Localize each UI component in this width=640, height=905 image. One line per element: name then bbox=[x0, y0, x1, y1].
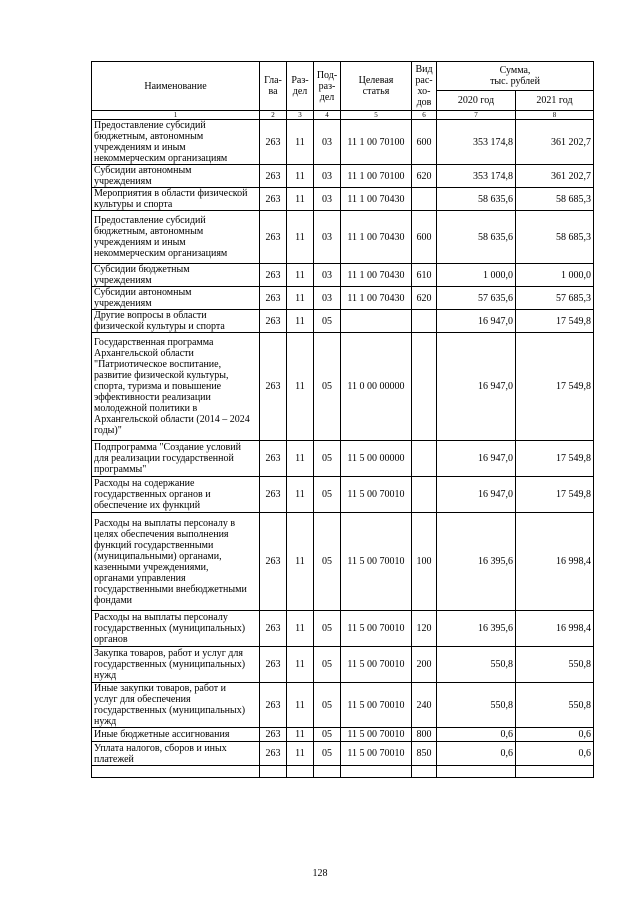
row-amount-2020: 16 947,0 bbox=[437, 333, 516, 441]
row-podrazdel: 05 bbox=[314, 742, 341, 766]
row-amount-2020: 57 635,6 bbox=[437, 287, 516, 310]
row-amount-2021: 550,8 bbox=[516, 647, 594, 683]
row-razdel: 11 bbox=[287, 188, 314, 211]
row-glava: 263 bbox=[260, 264, 287, 287]
table-row bbox=[92, 647, 594, 683]
row-amount-2021: 17 549,8 bbox=[516, 310, 594, 333]
row-statya: 11 5 00 00000 bbox=[341, 441, 412, 477]
row-amount-2020: 58 635,6 bbox=[437, 211, 516, 264]
row-glava: 263 bbox=[260, 441, 287, 477]
table-row bbox=[92, 188, 594, 211]
row-name: Субсидии автономным учреждениям bbox=[92, 287, 260, 310]
row-name: Субсидии автономным учреждениям bbox=[92, 165, 260, 188]
row-amount-2021: 58 685,3 bbox=[516, 211, 594, 264]
row-vid: 100 bbox=[412, 513, 437, 611]
row-razdel: 11 bbox=[287, 647, 314, 683]
row-vid: 240 bbox=[412, 683, 437, 728]
row-razdel: 11 bbox=[287, 611, 314, 647]
row-name bbox=[92, 766, 260, 778]
row-razdel: 11 bbox=[287, 728, 314, 742]
row-razdel: 11 bbox=[287, 165, 314, 188]
row-amount-2021: 58 685,3 bbox=[516, 188, 594, 211]
row-amount-2020: 353 174,8 bbox=[437, 120, 516, 165]
table-row bbox=[92, 165, 594, 188]
row-glava: 263 bbox=[260, 647, 287, 683]
row-podrazdel: 05 bbox=[314, 647, 341, 683]
row-glava: 263 bbox=[260, 728, 287, 742]
row-name: Иные бюджетные ассигнования bbox=[92, 728, 260, 742]
header-name: Наименование bbox=[92, 62, 260, 111]
row-glava: 263 bbox=[260, 165, 287, 188]
row-statya: 11 5 00 70010 bbox=[341, 477, 412, 513]
row-razdel: 11 bbox=[287, 211, 314, 264]
row-statya: 11 5 00 70010 bbox=[341, 611, 412, 647]
row-statya bbox=[341, 766, 412, 778]
row-name: Мероприятия в области физической культуры и спорта bbox=[92, 188, 260, 211]
row-amount-2021: 0,6 bbox=[516, 728, 594, 742]
table-row bbox=[92, 441, 594, 477]
row-name: Иные закупки товаров, работ и услуг для обеспечения государственных (муниципальных) нужд bbox=[92, 683, 260, 728]
row-vid: 850 bbox=[412, 742, 437, 766]
row-amount-2020: 0,6 bbox=[437, 728, 516, 742]
row-vid: 120 bbox=[412, 611, 437, 647]
column-index: 3 bbox=[287, 111, 314, 120]
row-razdel: 11 bbox=[287, 683, 314, 728]
row-podrazdel: 05 bbox=[314, 611, 341, 647]
column-index-row bbox=[92, 111, 594, 120]
row-amount-2020: 0,6 bbox=[437, 742, 516, 766]
row-amount-2020: 58 635,6 bbox=[437, 188, 516, 211]
row-vid: 600 bbox=[412, 211, 437, 264]
row-amount-2020: 16 395,6 bbox=[437, 513, 516, 611]
row-amount-2021: 17 549,8 bbox=[516, 333, 594, 441]
row-vid bbox=[412, 310, 437, 333]
row-amount-2021: 17 549,8 bbox=[516, 477, 594, 513]
row-razdel: 11 bbox=[287, 287, 314, 310]
row-vid bbox=[412, 766, 437, 778]
row-vid bbox=[412, 441, 437, 477]
row-statya bbox=[341, 310, 412, 333]
row-glava: 263 bbox=[260, 742, 287, 766]
row-statya: 11 1 00 70430 bbox=[341, 211, 412, 264]
row-name: Закупка товаров, работ и услуг для государственных (муниципальных) нужд bbox=[92, 647, 260, 683]
table-row bbox=[92, 742, 594, 766]
row-vid: 600 bbox=[412, 120, 437, 165]
row-podrazdel: 05 bbox=[314, 310, 341, 333]
row-podrazdel: 03 bbox=[314, 211, 341, 264]
row-glava: 263 bbox=[260, 333, 287, 441]
row-razdel: 11 bbox=[287, 264, 314, 287]
row-statya: 11 1 00 70430 bbox=[341, 188, 412, 211]
row-amount-2021: 361 202,7 bbox=[516, 120, 594, 165]
header-summa: Сумма, тыс. рублей bbox=[437, 62, 594, 91]
row-name: Государственная программа Архангельской области "Патриотическое воспитание, развитие физической культуры, спорта, туризма и повышение эффективности реализации молодежной политики в Архангельской области (2014 – 2024 годы)" bbox=[92, 333, 260, 441]
row-name: Подпрограмма "Создание условий для реализации государственной программы" bbox=[92, 441, 260, 477]
row-glava: 263 bbox=[260, 310, 287, 333]
table-row bbox=[92, 611, 594, 647]
row-podrazdel: 03 bbox=[314, 165, 341, 188]
table-row bbox=[92, 211, 594, 264]
row-glava: 263 bbox=[260, 287, 287, 310]
row-amount-2021: 0,6 bbox=[516, 742, 594, 766]
row-statya: 11 5 00 70010 bbox=[341, 683, 412, 728]
row-statya: 11 5 00 70010 bbox=[341, 728, 412, 742]
row-statya: 11 1 00 70430 bbox=[341, 287, 412, 310]
column-index: 6 bbox=[412, 111, 437, 120]
table-row bbox=[92, 120, 594, 165]
row-razdel: 11 bbox=[287, 441, 314, 477]
row-statya: 11 0 00 00000 bbox=[341, 333, 412, 441]
row-glava: 263 bbox=[260, 611, 287, 647]
row-vid bbox=[412, 333, 437, 441]
row-amount-2020: 16 395,6 bbox=[437, 611, 516, 647]
row-glava: 263 bbox=[260, 120, 287, 165]
row-statya: 11 1 00 70100 bbox=[341, 120, 412, 165]
row-name: Расходы на выплаты персоналу в целях обеспечения выполнения функций государственными (муниципальными) органами, казенными учреждениями, органами управления государственными внебюджетными фондами bbox=[92, 513, 260, 611]
row-statya: 11 1 00 70100 bbox=[341, 165, 412, 188]
row-amount-2021: 17 549,8 bbox=[516, 441, 594, 477]
row-vid bbox=[412, 188, 437, 211]
table-row bbox=[92, 728, 594, 742]
row-amount-2021 bbox=[516, 766, 594, 778]
table-row bbox=[92, 766, 594, 778]
row-name: Расходы на выплаты персоналу государственных (муниципальных) органов bbox=[92, 611, 260, 647]
row-amount-2020: 550,8 bbox=[437, 683, 516, 728]
header-podrazdel: Под- раз- дел bbox=[314, 62, 341, 111]
header-glava: Гла- ва bbox=[260, 62, 287, 111]
row-razdel: 11 bbox=[287, 333, 314, 441]
row-glava bbox=[260, 766, 287, 778]
table-row bbox=[92, 333, 594, 441]
row-podrazdel bbox=[314, 766, 341, 778]
header-vid: Вид рас- хо- дов bbox=[412, 62, 437, 111]
row-name: Расходы на содержание государственных органов и обеспечение их функций bbox=[92, 477, 260, 513]
row-amount-2021: 57 685,3 bbox=[516, 287, 594, 310]
row-podrazdel: 05 bbox=[314, 333, 341, 441]
row-amount-2021: 361 202,7 bbox=[516, 165, 594, 188]
row-razdel: 11 bbox=[287, 120, 314, 165]
column-index: 5 bbox=[341, 111, 412, 120]
row-glava: 263 bbox=[260, 211, 287, 264]
row-glava: 263 bbox=[260, 683, 287, 728]
row-vid: 620 bbox=[412, 287, 437, 310]
row-vid: 200 bbox=[412, 647, 437, 683]
row-glava: 263 bbox=[260, 477, 287, 513]
row-statya: 11 1 00 70430 bbox=[341, 264, 412, 287]
row-amount-2020: 1 000,0 bbox=[437, 264, 516, 287]
row-name: Субсидии бюджетным учреждениям bbox=[92, 264, 260, 287]
row-glava: 263 bbox=[260, 513, 287, 611]
row-podrazdel: 03 bbox=[314, 264, 341, 287]
row-vid: 610 bbox=[412, 264, 437, 287]
header-razdel: Раз- дел bbox=[287, 62, 314, 111]
row-podrazdel: 05 bbox=[314, 441, 341, 477]
row-amount-2020: 550,8 bbox=[437, 647, 516, 683]
column-index: 1 bbox=[92, 111, 260, 120]
row-amount-2021: 550,8 bbox=[516, 683, 594, 728]
table-row bbox=[92, 477, 594, 513]
row-razdel: 11 bbox=[287, 310, 314, 333]
row-statya: 11 5 00 70010 bbox=[341, 742, 412, 766]
row-podrazdel: 05 bbox=[314, 728, 341, 742]
row-amount-2021: 16 998,4 bbox=[516, 611, 594, 647]
row-podrazdel: 03 bbox=[314, 120, 341, 165]
table-row bbox=[92, 264, 594, 287]
table-row bbox=[92, 513, 594, 611]
row-amount-2021: 16 998,4 bbox=[516, 513, 594, 611]
row-vid: 620 bbox=[412, 165, 437, 188]
row-podrazdel: 05 bbox=[314, 477, 341, 513]
row-podrazdel: 05 bbox=[314, 513, 341, 611]
row-glava: 263 bbox=[260, 188, 287, 211]
row-razdel: 11 bbox=[287, 477, 314, 513]
row-statya: 11 5 00 70010 bbox=[341, 513, 412, 611]
column-index: 4 bbox=[314, 111, 341, 120]
column-index: 8 bbox=[516, 111, 594, 120]
header-year-2020: 2020 год bbox=[437, 91, 516, 111]
row-amount-2020: 16 947,0 bbox=[437, 310, 516, 333]
row-razdel: 11 bbox=[287, 742, 314, 766]
table-row bbox=[92, 683, 594, 728]
row-amount-2021: 1 000,0 bbox=[516, 264, 594, 287]
row-vid: 800 bbox=[412, 728, 437, 742]
row-name: Уплата налогов, сборов и иных платежей bbox=[92, 742, 260, 766]
row-amount-2020 bbox=[437, 766, 516, 778]
budget-table bbox=[91, 61, 594, 778]
row-name: Другие вопросы в области физической культуры и спорта bbox=[92, 310, 260, 333]
table-row bbox=[92, 310, 594, 333]
header-row bbox=[92, 62, 594, 91]
column-index: 2 bbox=[260, 111, 287, 120]
row-amount-2020: 353 174,8 bbox=[437, 165, 516, 188]
row-vid bbox=[412, 477, 437, 513]
page-number: 128 bbox=[312, 868, 328, 879]
row-podrazdel: 03 bbox=[314, 188, 341, 211]
row-podrazdel: 05 bbox=[314, 683, 341, 728]
column-index: 7 bbox=[437, 111, 516, 120]
row-statya: 11 5 00 70010 bbox=[341, 647, 412, 683]
row-amount-2020: 16 947,0 bbox=[437, 477, 516, 513]
row-name: Предоставление субсидий бюджетным, автономным учреждениям и иным некоммерческим организациям bbox=[92, 120, 260, 165]
header-statya: Целевая статья bbox=[341, 62, 412, 111]
header-year-2021: 2021 год bbox=[516, 91, 594, 111]
row-name: Предоставление субсидий бюджетным, автономным учреждениям и иным некоммерческим организациям bbox=[92, 211, 260, 264]
row-amount-2020: 16 947,0 bbox=[437, 441, 516, 477]
table-row bbox=[92, 287, 594, 310]
row-razdel: 11 bbox=[287, 513, 314, 611]
row-podrazdel: 03 bbox=[314, 287, 341, 310]
row-razdel bbox=[287, 766, 314, 778]
